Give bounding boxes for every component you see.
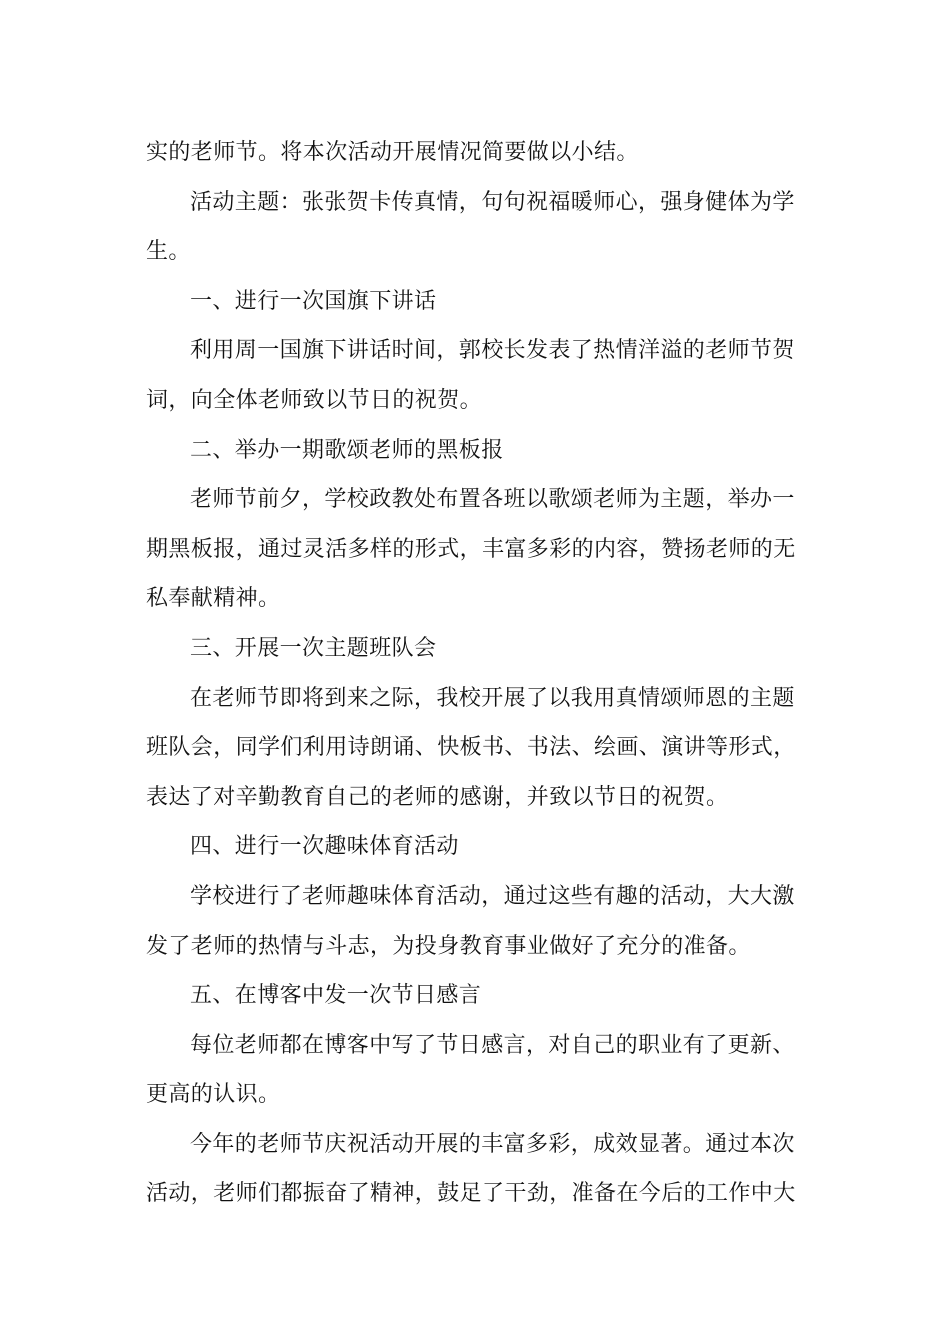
text-line: 今年的老师节庆祝活动开展的丰富多彩，成效显著。通过本次 bbox=[190, 1131, 795, 1157]
text-line: 三、开展一次主题班队会 bbox=[190, 635, 437, 661]
document-body bbox=[146, 128, 806, 1219]
text-line: 生。 bbox=[146, 239, 191, 265]
text-line: 四、进行一次趣味体育活动 bbox=[190, 834, 459, 860]
text-line: 在老师节即将到来之际，我校开展了以我用真情颂师恩的主题 bbox=[190, 685, 795, 711]
text-line: 更高的认识。 bbox=[146, 1082, 281, 1108]
text-line: 活动，老师们都振奋了精神，鼓足了干劲，准备在今后的工作中大 bbox=[146, 1181, 796, 1207]
text-line: 活动主题：张张贺卡传真情，句句祝福暖师心，强身健体为学 bbox=[190, 189, 795, 215]
text-line: 表达了对辛勤教育自己的老师的感谢，并致以节日的祝贺。 bbox=[146, 784, 729, 810]
text-line: 实的老师节。将本次活动开展情况简要做以小结。 bbox=[146, 140, 639, 165]
text-line: 每位老师都在博客中写了节日感言，对自己的职业有了更新、 bbox=[190, 1032, 795, 1058]
text-line: 老师节前夕，学校政教处布置各班以歌颂老师为主题，举办一 bbox=[190, 487, 795, 513]
text-line: 班队会，同学们利用诗朗诵、快板书、书法、绘画、演讲等形式， bbox=[146, 735, 796, 761]
text-line: 一、进行一次国旗下讲话 bbox=[190, 288, 437, 314]
text-line: 私奉献精神。 bbox=[146, 586, 281, 612]
text-line: 期黑板报，通过灵活多样的形式，丰富多彩的内容，赞扬老师的无 bbox=[146, 536, 796, 562]
text-line: 词，向全体老师致以节日的祝贺。 bbox=[146, 387, 483, 413]
text-line: 学校进行了老师趣味体育活动，通过这些有趣的活动，大大激 bbox=[190, 883, 795, 909]
text-line: 发了老师的热情与斗志，为投身教育事业做好了充分的准备。 bbox=[146, 933, 751, 959]
text-line: 利用周一国旗下讲话时间，郭校长发表了热情洋溢的老师节贺 bbox=[190, 338, 795, 364]
text-line: 二、举办一期歌颂老师的黑板报 bbox=[190, 437, 504, 463]
text-line: 五、在博客中发一次节日感言 bbox=[190, 983, 482, 1009]
